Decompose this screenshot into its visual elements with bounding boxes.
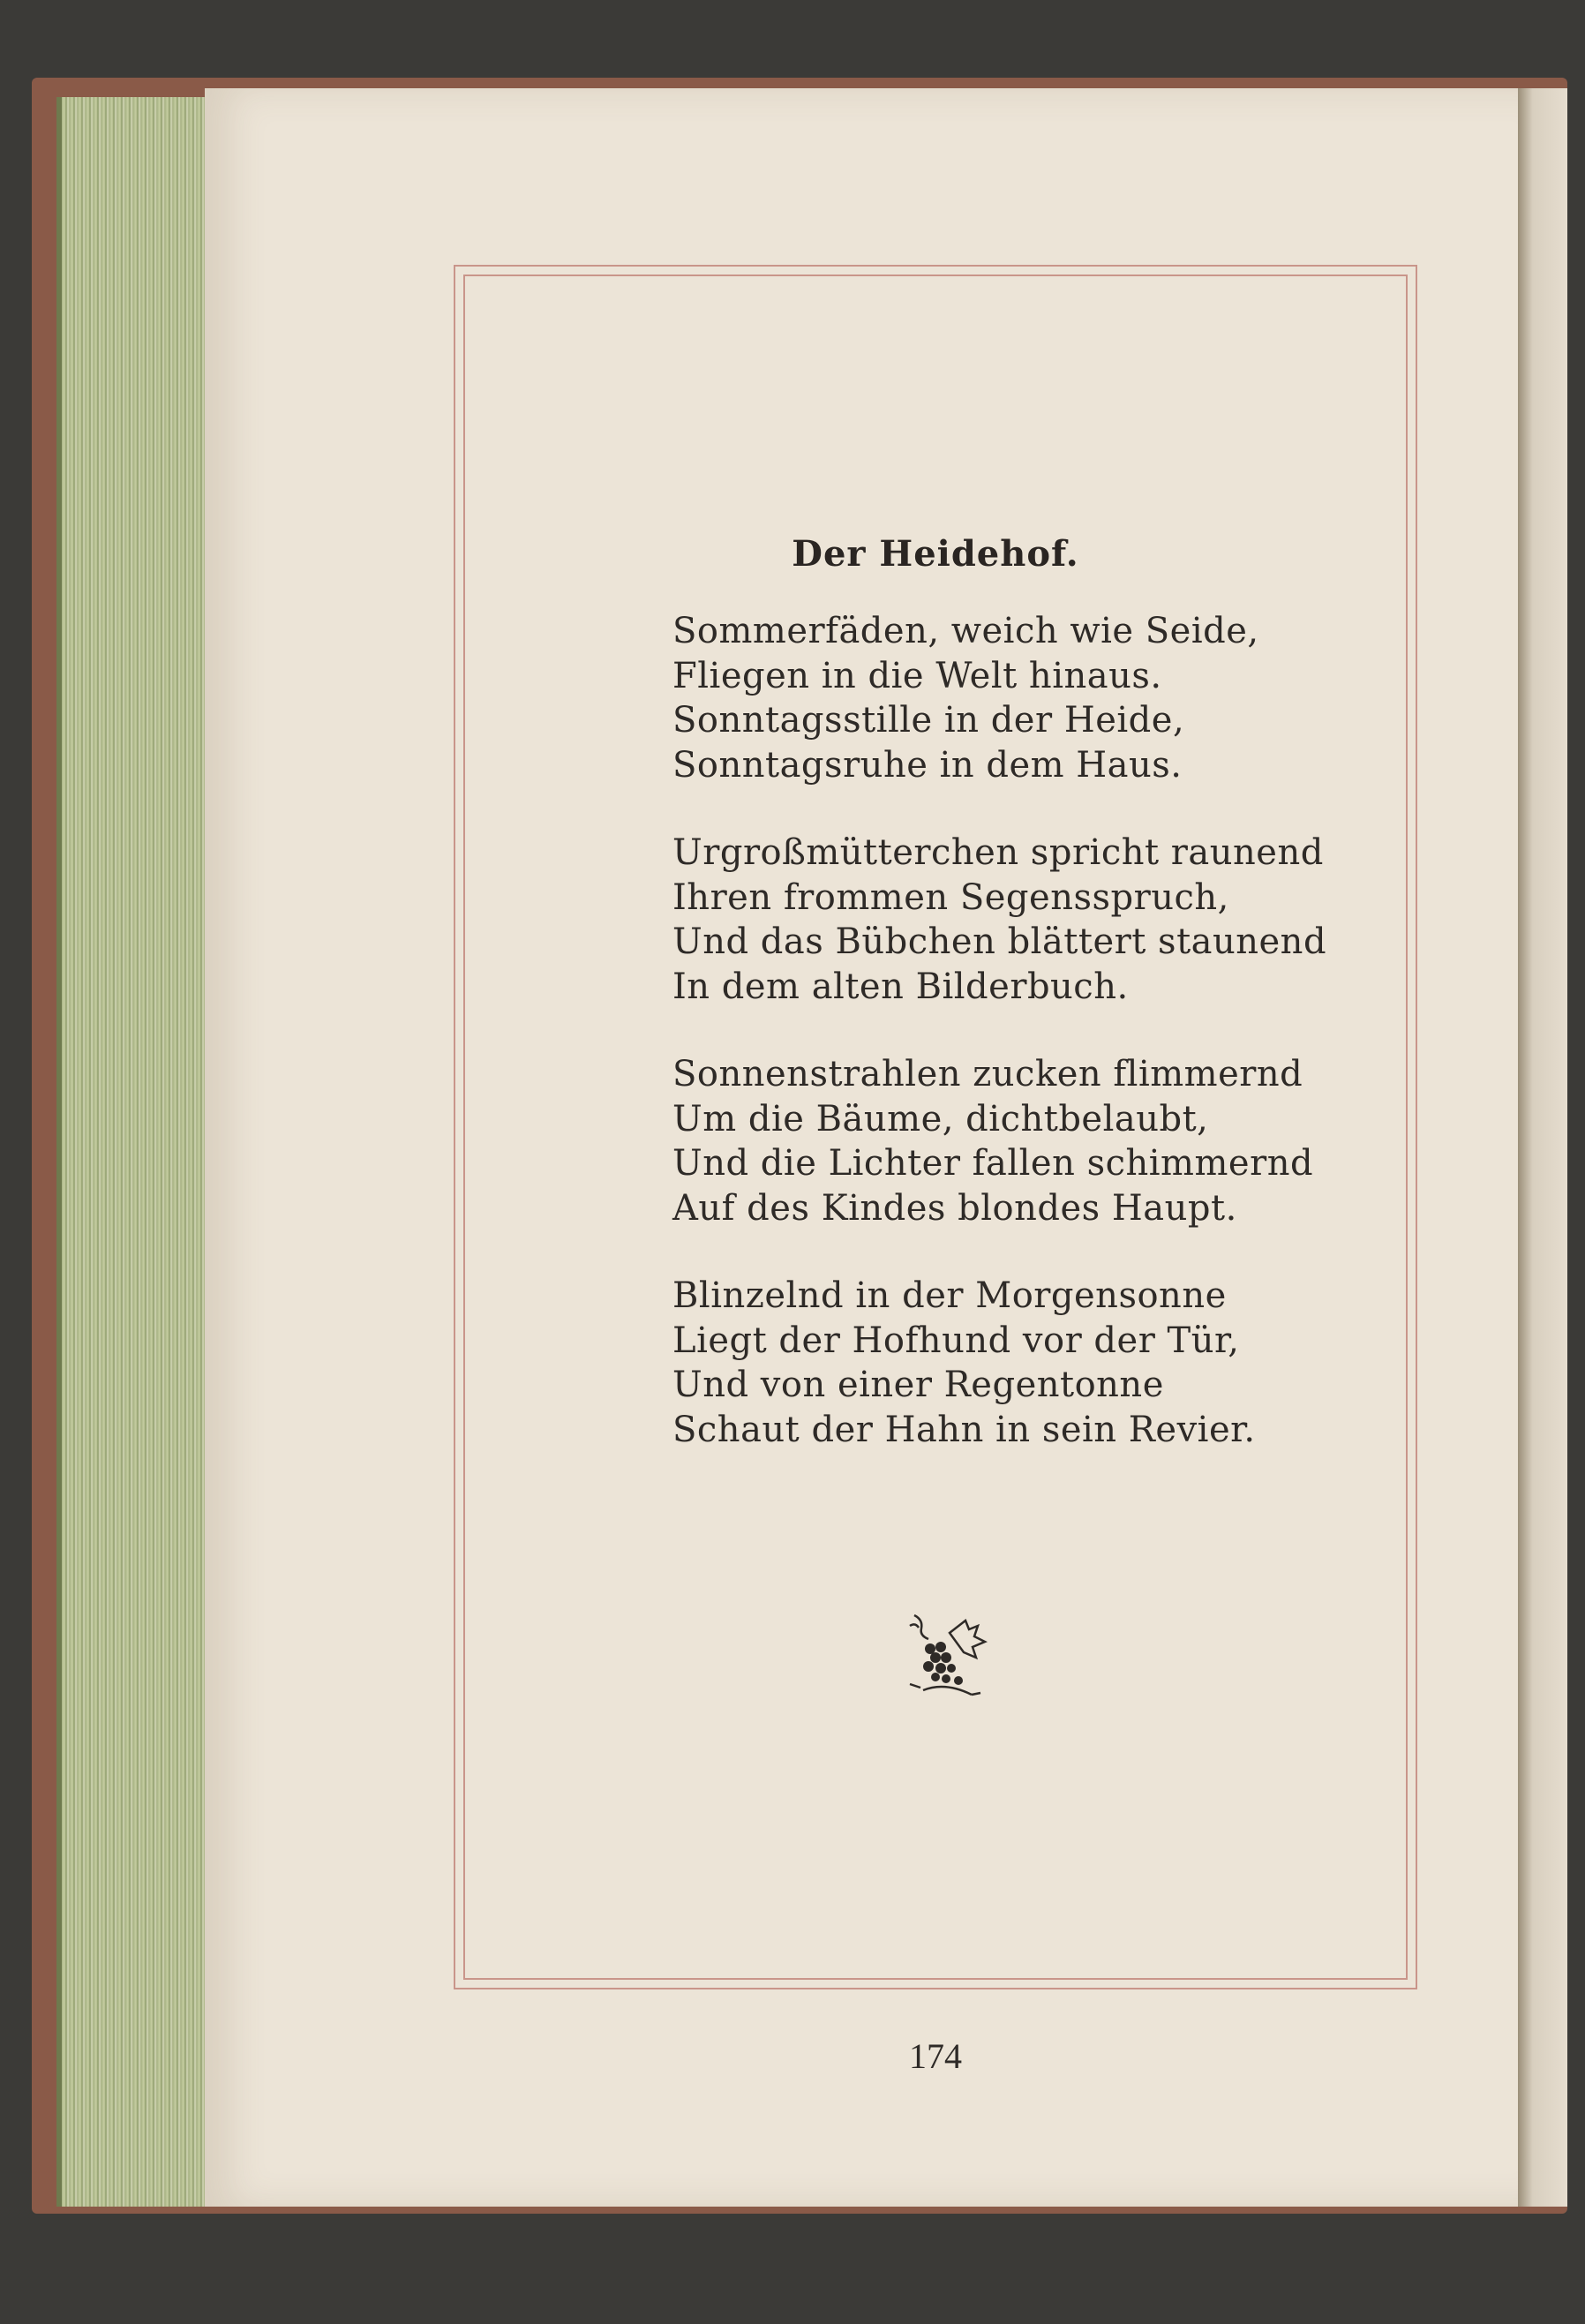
grape-vine-ornament-icon (897, 1606, 994, 1704)
stanza (672, 1274, 1378, 1452)
poem-line: Sommerfäden, weich wie Seide, (672, 611, 1259, 651)
poem-line: In dem alten Bilderbuch. (672, 966, 1129, 1007)
stanza (672, 1052, 1378, 1230)
poem-line: Um die Bäume, dichtbelaubt, (672, 1098, 1209, 1139)
page-stack-edges (56, 97, 217, 2207)
poem-line: Und von einer Regentonne (672, 1365, 1164, 1405)
poem-line: Auf des Kindes blondes Haupt. (672, 1187, 1237, 1229)
poem-line: Blinzelnd in der Morgensonne (672, 1275, 1227, 1316)
page-gutter (1518, 88, 1567, 2207)
poem-line: Sonntagsruhe in dem Haus. (672, 744, 1183, 786)
poem-line: Und die Lichter fallen schimmernd (672, 1143, 1314, 1184)
poem-line: Fliegen in die Welt hinaus. (672, 655, 1162, 696)
page-number: 174 (909, 2036, 962, 2076)
poem-line: Sonntagsstille in der Heide, (672, 700, 1185, 741)
poem-line: Und das Bübchen blättert staunend (672, 921, 1327, 962)
poem-title: Der Heidehof. (792, 533, 1079, 575)
poem-line: Urgroßmütterchen spricht raunend (672, 832, 1324, 873)
poem-line: Sonnenstrahlen zucken flimmernd (672, 1054, 1303, 1094)
poem-line: Liegt der Hofhund vor der Tür, (672, 1320, 1240, 1361)
stanza (672, 609, 1378, 787)
stanza (672, 831, 1378, 1009)
poem-body (672, 609, 1378, 1495)
poem-line: Schaut der Hahn in sein Revier. (672, 1409, 1256, 1450)
poem-line: Ihren frommen Segensspruch, (672, 876, 1229, 918)
